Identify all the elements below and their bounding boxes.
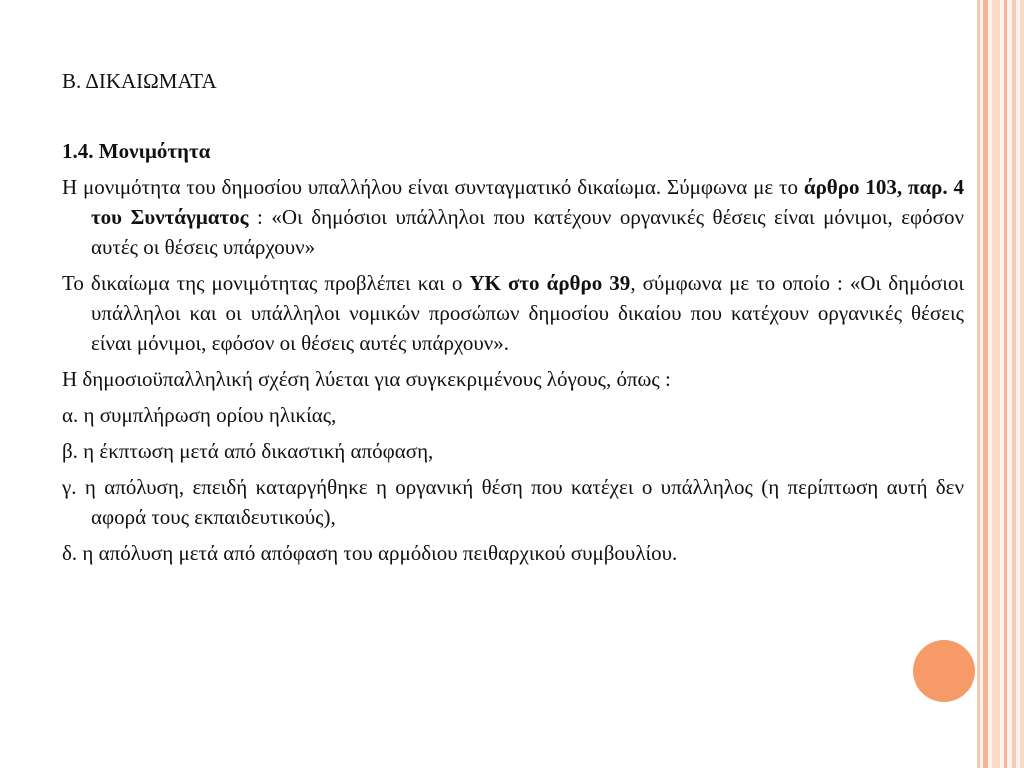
text-run: Η μονιμότητα του δημοσίου υπαλλήλου είναι συνταγματικό δικαίωμα. Σύμφωνα με το — [62, 175, 804, 199]
text-run: : «Οι δημόσιοι υπάλληλοι που κατέχουν οργανικές θέσεις είναι μόνιμοι, εφόσον αυτές οι θέσεις υπάρχουν» — [91, 205, 964, 259]
paragraph-yk — [62, 268, 964, 358]
section-heading: Β. ΔΙΚΑΙΩΜΑΤΑ — [62, 69, 217, 93]
list-item-a: α. η συμπλήρωση ορίου ηλικίας, — [62, 403, 337, 427]
decorative-stripe — [1004, 0, 1007, 768]
list-item-c: γ. η απόλυση, επειδή καταργήθηκε η οργανική θέση που κατέχει ο υπάλληλος (η περίπτωση αυτή δεν αφορά τους εκπαιδευτικούς), — [62, 475, 964, 529]
slide-content — [62, 66, 964, 574]
bold-reference: άρθρο 103, παρ. 4 του Συντάγματος — [91, 175, 964, 229]
paragraph-constitution — [62, 172, 964, 262]
decorative-stripe — [983, 0, 988, 768]
bold-reference: ΥΚ στο άρθρο 39 — [469, 271, 631, 295]
list-item-d: δ. η απόλυση μετά από απόφαση του αρμόδιου πειθαρχικού συμβουλίου. — [62, 541, 678, 565]
decorative-stripe — [1020, 0, 1024, 768]
decorative-stripe — [977, 0, 980, 768]
decorative-circle — [913, 640, 975, 702]
decorative-stripe — [1012, 0, 1016, 768]
text-run: Το δικαίωμα της μονιμότητας προβλέπει και ο — [62, 271, 470, 295]
list-item-b: β. η έκπτωση μετά από δικαστική απόφαση, — [62, 439, 434, 463]
text-run: , σύμφωνα με το οποίο : «Οι δημόσιοι υπάλληλοι και οι υπάλληλοι νομικών προσώπων δημοσίου δικαίου που κατέχουν οργανικές θέσεις είναι μόνιμοι, εφόσον οι θέσεις αυτές υπάρχουν». — [91, 271, 965, 355]
subsection-heading: 1.4. Μονιμότητα — [62, 139, 211, 163]
decorative-stripe — [992, 0, 1000, 768]
paragraph-termination: Η δημοσιοϋπαλληλική σχέση λύεται για συγκεκριμένους λόγους, όπως : — [62, 367, 671, 391]
